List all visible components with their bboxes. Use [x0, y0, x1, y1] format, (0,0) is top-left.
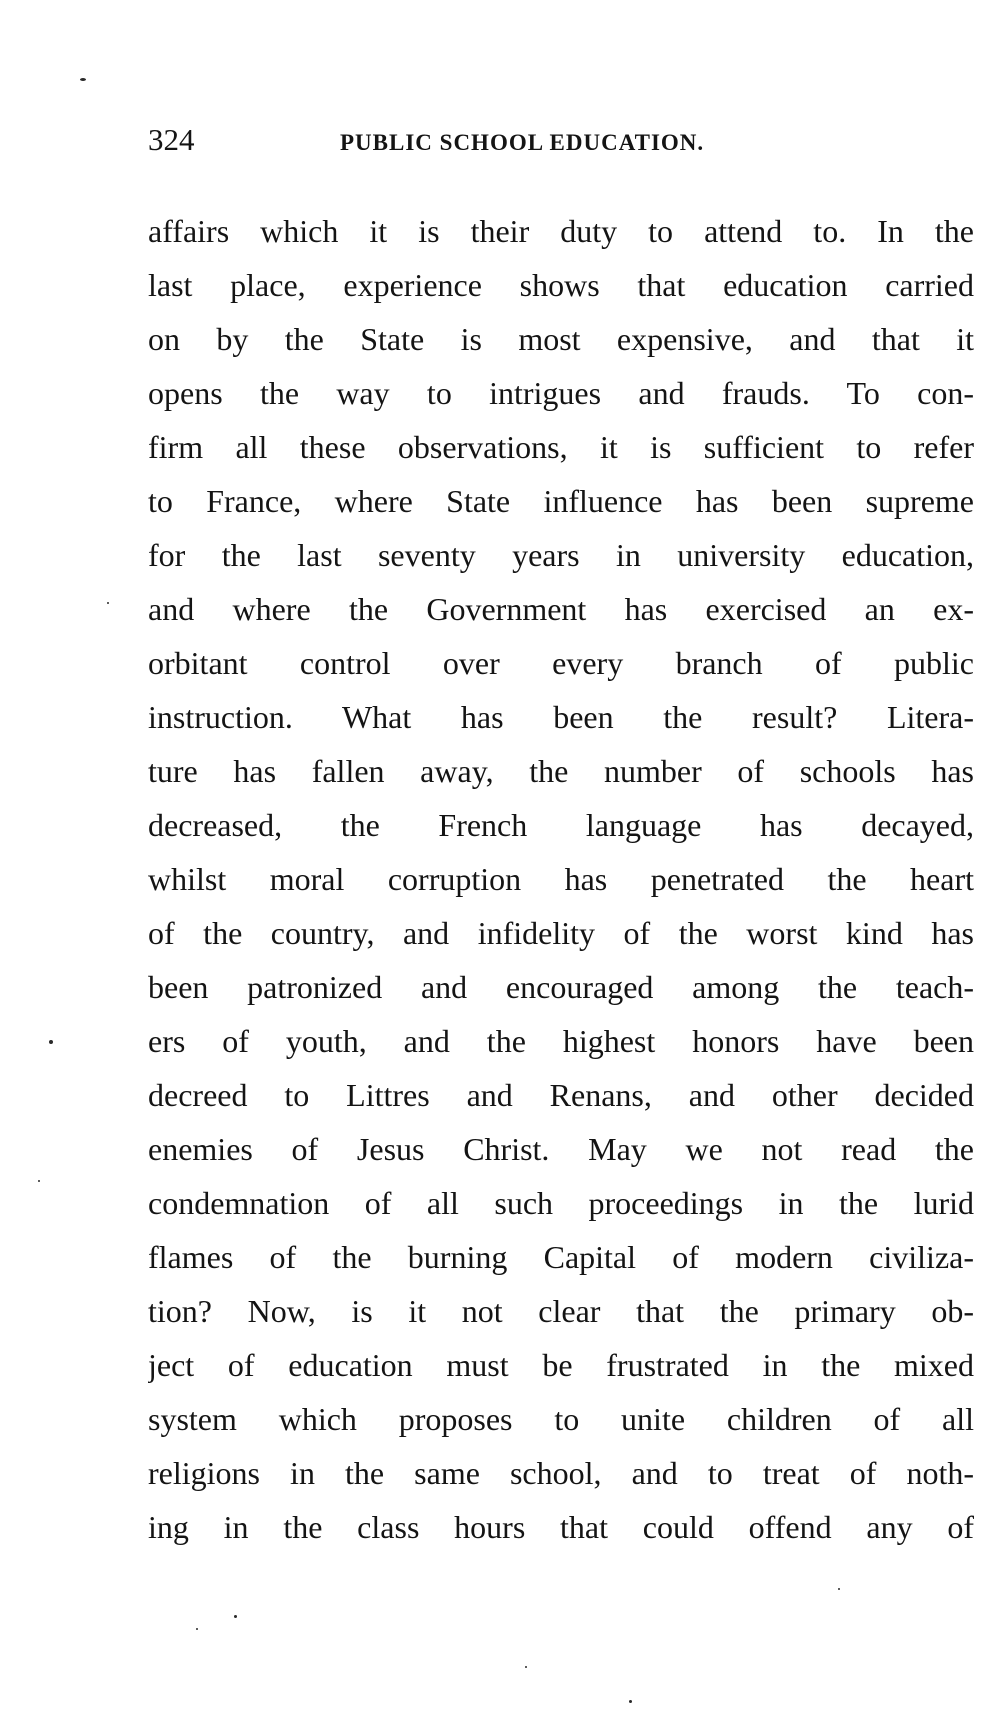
- text-line: firm all these observations, it is sufficient to refer: [148, 429, 974, 465]
- page-number: 324: [148, 122, 195, 157]
- scan-speck: [49, 1040, 53, 1044]
- text-line: religions in the same school, and to treat of noth-: [148, 1455, 974, 1491]
- text-line: ject of education must be frustrated in the mixed: [148, 1347, 974, 1383]
- text-line: ers of youth, and the highest honors have been: [148, 1023, 974, 1059]
- scan-speck: [80, 78, 86, 81]
- text-line: last place, experience shows that education carried: [148, 267, 974, 303]
- text-line: been patronized and encouraged among the teach-: [148, 969, 974, 1005]
- text-line: ing in the class hours that could offend any of: [148, 1509, 974, 1545]
- text-line: ture has fallen away, the number of schools has: [148, 753, 974, 789]
- text-line: opens the way to intrigues and frauds. To con-: [148, 375, 974, 411]
- scan-speck: [234, 1615, 237, 1618]
- scan-speck: [525, 1666, 527, 1668]
- text-line: orbitant control over every branch of public: [148, 645, 974, 681]
- text-line: and where the Government has exercised an ex-: [148, 591, 974, 627]
- text-line: flames of the burning Capital of modern civiliza-: [148, 1239, 974, 1275]
- scan-speck: [38, 1180, 40, 1182]
- page-header: [148, 120, 788, 160]
- running-title: PUBLIC SCHOOL EDUCATION.: [340, 130, 705, 155]
- text-line: condemnation of all such proceedings in the lurid: [148, 1185, 974, 1221]
- text-line: for the last seventy years in university education,: [148, 537, 974, 573]
- text-line: enemies of Jesus Christ. May we not read the: [148, 1131, 974, 1167]
- text-line: affairs which it is their duty to attend to. In the: [148, 213, 974, 249]
- text-line: decreed to Littres and Renans, and other decided: [148, 1077, 974, 1113]
- text-line: tion? Now, is it not clear that the primary ob-: [148, 1293, 974, 1329]
- scan-speck: [629, 1700, 632, 1703]
- text-line: on by the State is most expensive, and that it: [148, 321, 974, 357]
- text-line: whilst moral corruption has penetrated the heart: [148, 861, 974, 897]
- text-line: instruction. What has been the result? Litera-: [148, 699, 974, 735]
- scan-speck: [196, 1628, 198, 1630]
- text-line: of the country, and infidelity of the worst kind has: [148, 915, 974, 951]
- body-text: [148, 204, 974, 1554]
- scan-speck: [107, 602, 109, 604]
- text-line: system which proposes to unite children of all: [148, 1401, 974, 1437]
- text-line: to France, where State influence has been supreme: [148, 483, 974, 519]
- scan-speck: [838, 1588, 840, 1590]
- text-line: decreased, the French language has decayed,: [148, 807, 974, 843]
